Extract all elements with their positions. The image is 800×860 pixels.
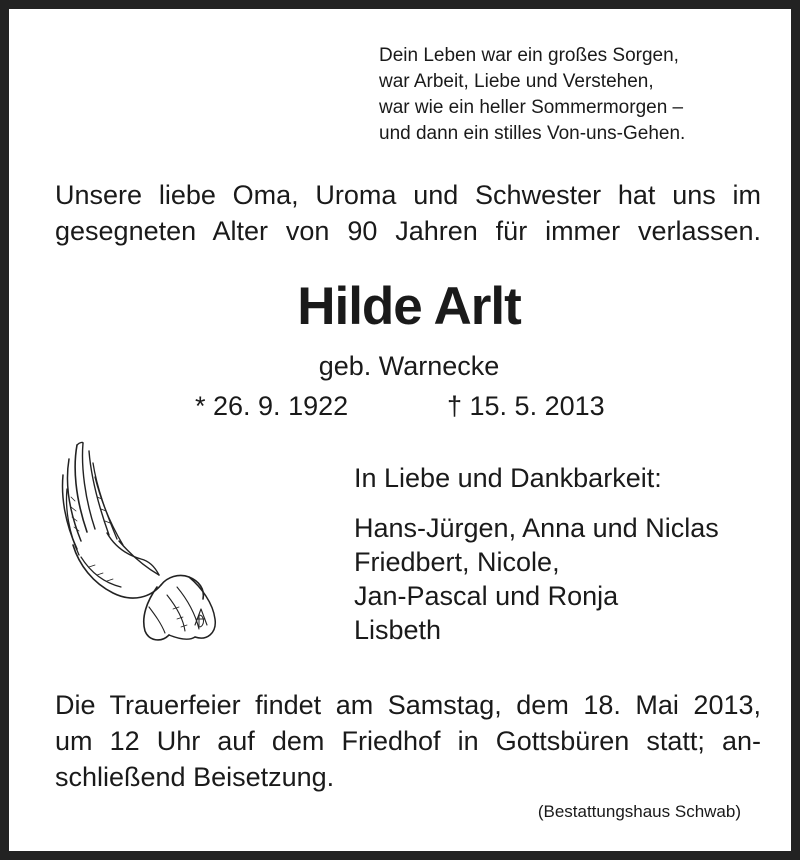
thanks-heading: In Liebe und Dankbarkeit:	[354, 463, 662, 493]
deceased-name: Hilde Arlt	[297, 277, 521, 336]
mourner-name: Jan-Pascal und Ronja	[354, 581, 619, 611]
mourner-name: Lisbeth	[354, 615, 442, 645]
mourners-list	[354, 511, 719, 647]
poem-line: Dein Leben war ein großes Sorgen,	[379, 45, 679, 66]
poem-line: war Arbeit, Liebe und Verstehen,	[379, 71, 654, 92]
praying-hands-icon	[49, 437, 229, 652]
funeral-details	[55, 687, 761, 795]
poem	[379, 43, 769, 147]
undertaker-credit: (Bestattungshaus Schwab)	[537, 802, 741, 821]
funeral-line: Die Trauerfeier findet am Samstag, dem 18. Mai 2013,	[55, 690, 761, 720]
poem-line: und dann ein stilles Von-uns-Gehen.	[379, 123, 686, 144]
announcement	[55, 177, 761, 249]
mourner-name: Friedbert, Nicole,	[354, 547, 560, 577]
maiden-name: geb. Warnecke	[318, 351, 500, 381]
funeral-line: schließend Beisetzung.	[55, 762, 335, 792]
death-date: † 15. 5. 2013	[447, 391, 605, 421]
announcement-line: Unsere liebe Oma, Uroma und Schwester hat uns im	[55, 180, 761, 210]
funeral-line: um 12 Uhr auf dem Friedhof in Gottsbüren statt; an-	[55, 726, 761, 756]
birth-date: * 26. 9. 1922	[195, 391, 349, 421]
announcement-line: gesegneten Alter von 90 Jahren für immer verlassen.	[55, 216, 761, 246]
mourner-name: Hans-Jürgen, Anna und Niclas	[354, 513, 719, 543]
poem-line: war wie ein heller Sommermorgen –	[379, 97, 684, 118]
